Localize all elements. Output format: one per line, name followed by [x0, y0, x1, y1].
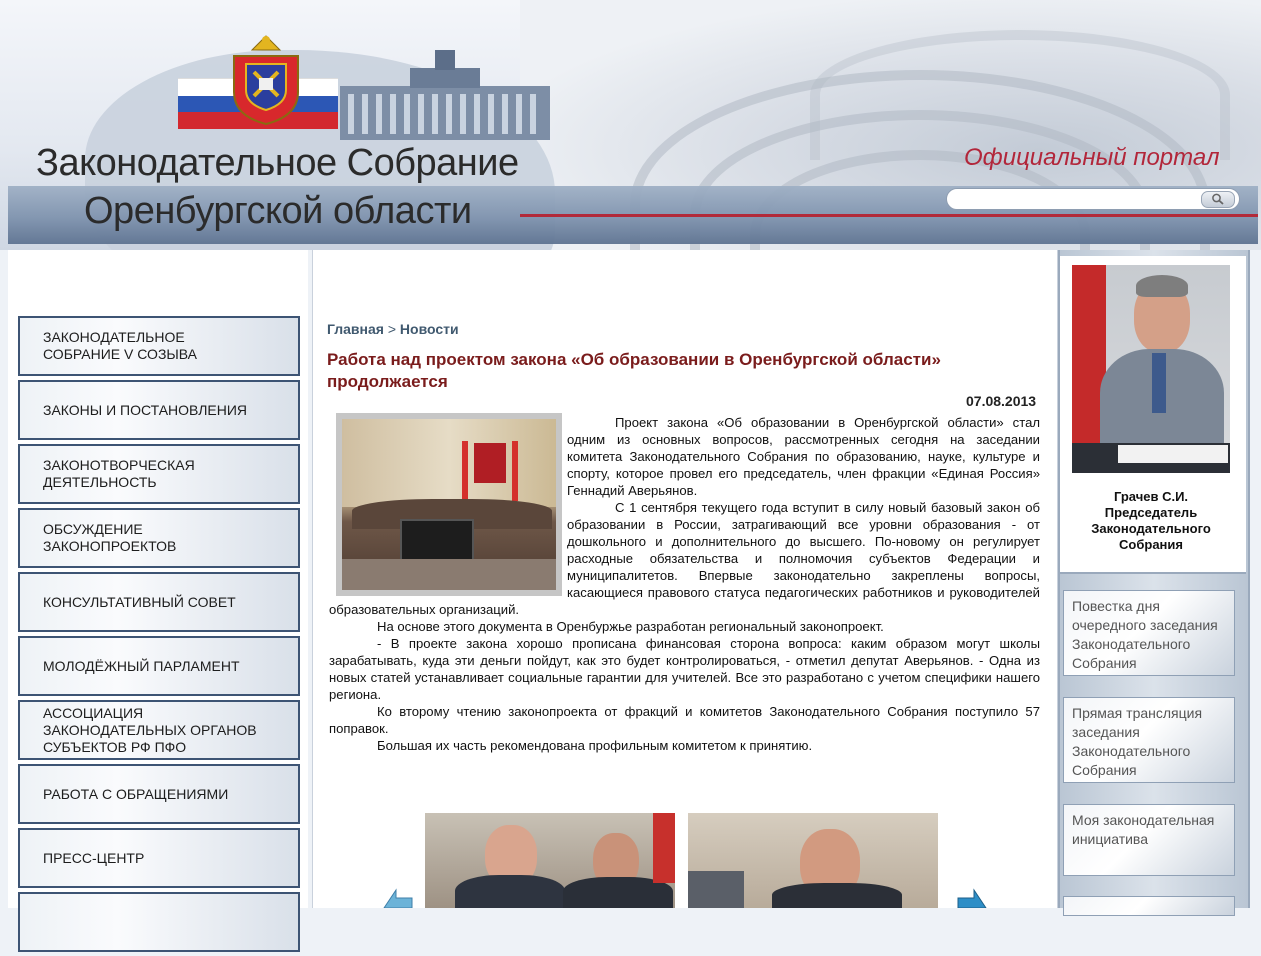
gallery-next-arrow-icon[interactable]: [956, 884, 988, 908]
coat-of-arms-icon: [226, 30, 306, 126]
article-photo[interactable]: [336, 413, 562, 596]
agenda-link[interactable]: [1063, 590, 1235, 676]
breadcrumb-news-link[interactable]: Новости: [399, 321, 459, 337]
menu-item-label: ПРЕСС-ЦЕНТР: [43, 849, 145, 866]
gallery-photo-2[interactable]: [688, 813, 938, 908]
site-title-line1: Законодательное Собрание: [36, 142, 519, 184]
portal-label: Официальный портал: [964, 144, 1220, 171]
search-box: [946, 188, 1240, 210]
article-paragraph: С 1 сентября текущего года вступит в силу новый базовый закон об образовании в России, затрагивающий все уровни образования - от дошкольного и дополнительного до высшего. По-новому он регулирует расходные обязательства и полномочия субъектов Федерации и муниципалитетов. Впервые законодательно закреплены вопросы, касающиеся правового статуса педагогических работников и руководителей образовательных организаций.: [329, 500, 1040, 617]
breadcrumb-home-link[interactable]: Главная: [327, 321, 384, 337]
site-header: [0, 0, 1261, 250]
menu-item-lawmaking[interactable]: [18, 444, 300, 504]
breadcrumb: [327, 321, 459, 337]
article-paragraph: Проект закона «Об образовании в Оренбургской области» стал одним из основных вопросов, рассмотренных сегодня на заседании комитета Законодательного Собрания по образованию, науке, культуре и спорту, которое провел его председатель, член фракции «Единая Россия» Геннадий Аверьянов.: [567, 415, 1040, 498]
article-paragraph: На основе этого документа в Оренбуржье разработан региональный законопроект.: [377, 619, 884, 634]
main-menu: [18, 316, 300, 956]
article-date: 07.08.2013: [966, 393, 1037, 409]
menu-item-press-center[interactable]: [18, 828, 300, 888]
menu-item-label: ОБСУЖДЕНИЕ ЗАКОНОПРОЕКТОВ: [43, 521, 177, 554]
search-button[interactable]: [1201, 191, 1235, 208]
live-broadcast-link-label: Прямая трансляция заседания Законодательного Собрания: [1072, 705, 1203, 778]
search-input[interactable]: [955, 191, 1199, 209]
menu-item-bill-discussion[interactable]: [18, 508, 300, 568]
article-paragraph: Ко второму чтению законопроекта от фракций и комитетов Законодательного Собрания поступило 57 поправок.: [329, 704, 1040, 736]
chairman-position: Председатель Законодательного Собрания: [1091, 505, 1211, 552]
legislative-initiative-link[interactable]: [1063, 804, 1235, 876]
menu-item-advisory-council[interactable]: [18, 572, 300, 632]
menu-item-label: ЗАКОНОДАТЕЛЬНОЕ СОБРАНИЕ V СОЗЫВА: [43, 329, 197, 362]
chairman-caption: [1066, 489, 1236, 553]
breadcrumb-separator: >: [387, 321, 397, 337]
article-title: Работа над проектом закона «Об образовании в Оренбургской области» продолжается: [327, 350, 941, 391]
live-broadcast-link[interactable]: [1063, 697, 1235, 783]
header-red-stripe: [520, 214, 1258, 217]
gallery-prev-arrow-icon[interactable]: [382, 884, 414, 908]
gallery-photo-1[interactable]: [425, 813, 675, 908]
menu-item-youth-parliament[interactable]: [18, 636, 300, 696]
menu-item-association[interactable]: [18, 700, 300, 760]
menu-item-label: РАБОТА С ОБРАЩЕНИЯМИ: [43, 785, 229, 802]
menu-item-label: КОНСУЛЬТАТИВНЫЙ СОВЕТ: [43, 593, 236, 610]
menu-item-label: МОЛОДЁЖНЫЙ ПАРЛАМЕНТ: [43, 657, 240, 674]
menu-item-label: АССОЦИАЦИЯ ЗАКОНОДАТЕЛЬНЫХ ОРГАНОВ СУБЪЕКТОВ РФ ПФО: [43, 704, 257, 755]
menu-item-more[interactable]: [18, 892, 300, 952]
menu-item-label: ЗАКОНОТВОРЧЕСКАЯ ДЕЯТЕЛЬНОСТЬ: [43, 457, 195, 490]
article-paragraph: - В проекте закона хорошо прописана финансовая сторона вопроса: каким образом могут школы зарабатывать, куда эти деньги пойдут, как это будет контролироваться, - отметил депутат Аверьянов. - Одна из новых статей устанавливает социальные гарантии для учителей. Все это разработано с учетом специфики нашего региона.: [329, 636, 1040, 702]
article-paragraph: Большая их часть рекомендована профильным комитетом к принятию.: [377, 738, 813, 753]
chairman-photo[interactable]: [1072, 265, 1230, 473]
agenda-link-label: Повестка дня очередного заседания Законодательного Собрания: [1072, 598, 1218, 671]
search-icon: [1211, 193, 1225, 205]
government-building-icon: [340, 48, 550, 140]
legislative-initiative-link-label: Моя законодательная инициатива: [1072, 812, 1215, 847]
chairman-name: Грачев С.И.: [1113, 489, 1189, 504]
side-link-next[interactable]: [1063, 896, 1235, 916]
menu-item-assembly[interactable]: [18, 316, 300, 376]
menu-item-laws[interactable]: [18, 380, 300, 440]
site-title-line2: Оренбургской области: [84, 190, 472, 232]
menu-item-label: ЗАКОНЫ И ПОСТАНОВЛЕНИЯ: [43, 401, 248, 418]
menu-item-appeals[interactable]: [18, 764, 300, 824]
